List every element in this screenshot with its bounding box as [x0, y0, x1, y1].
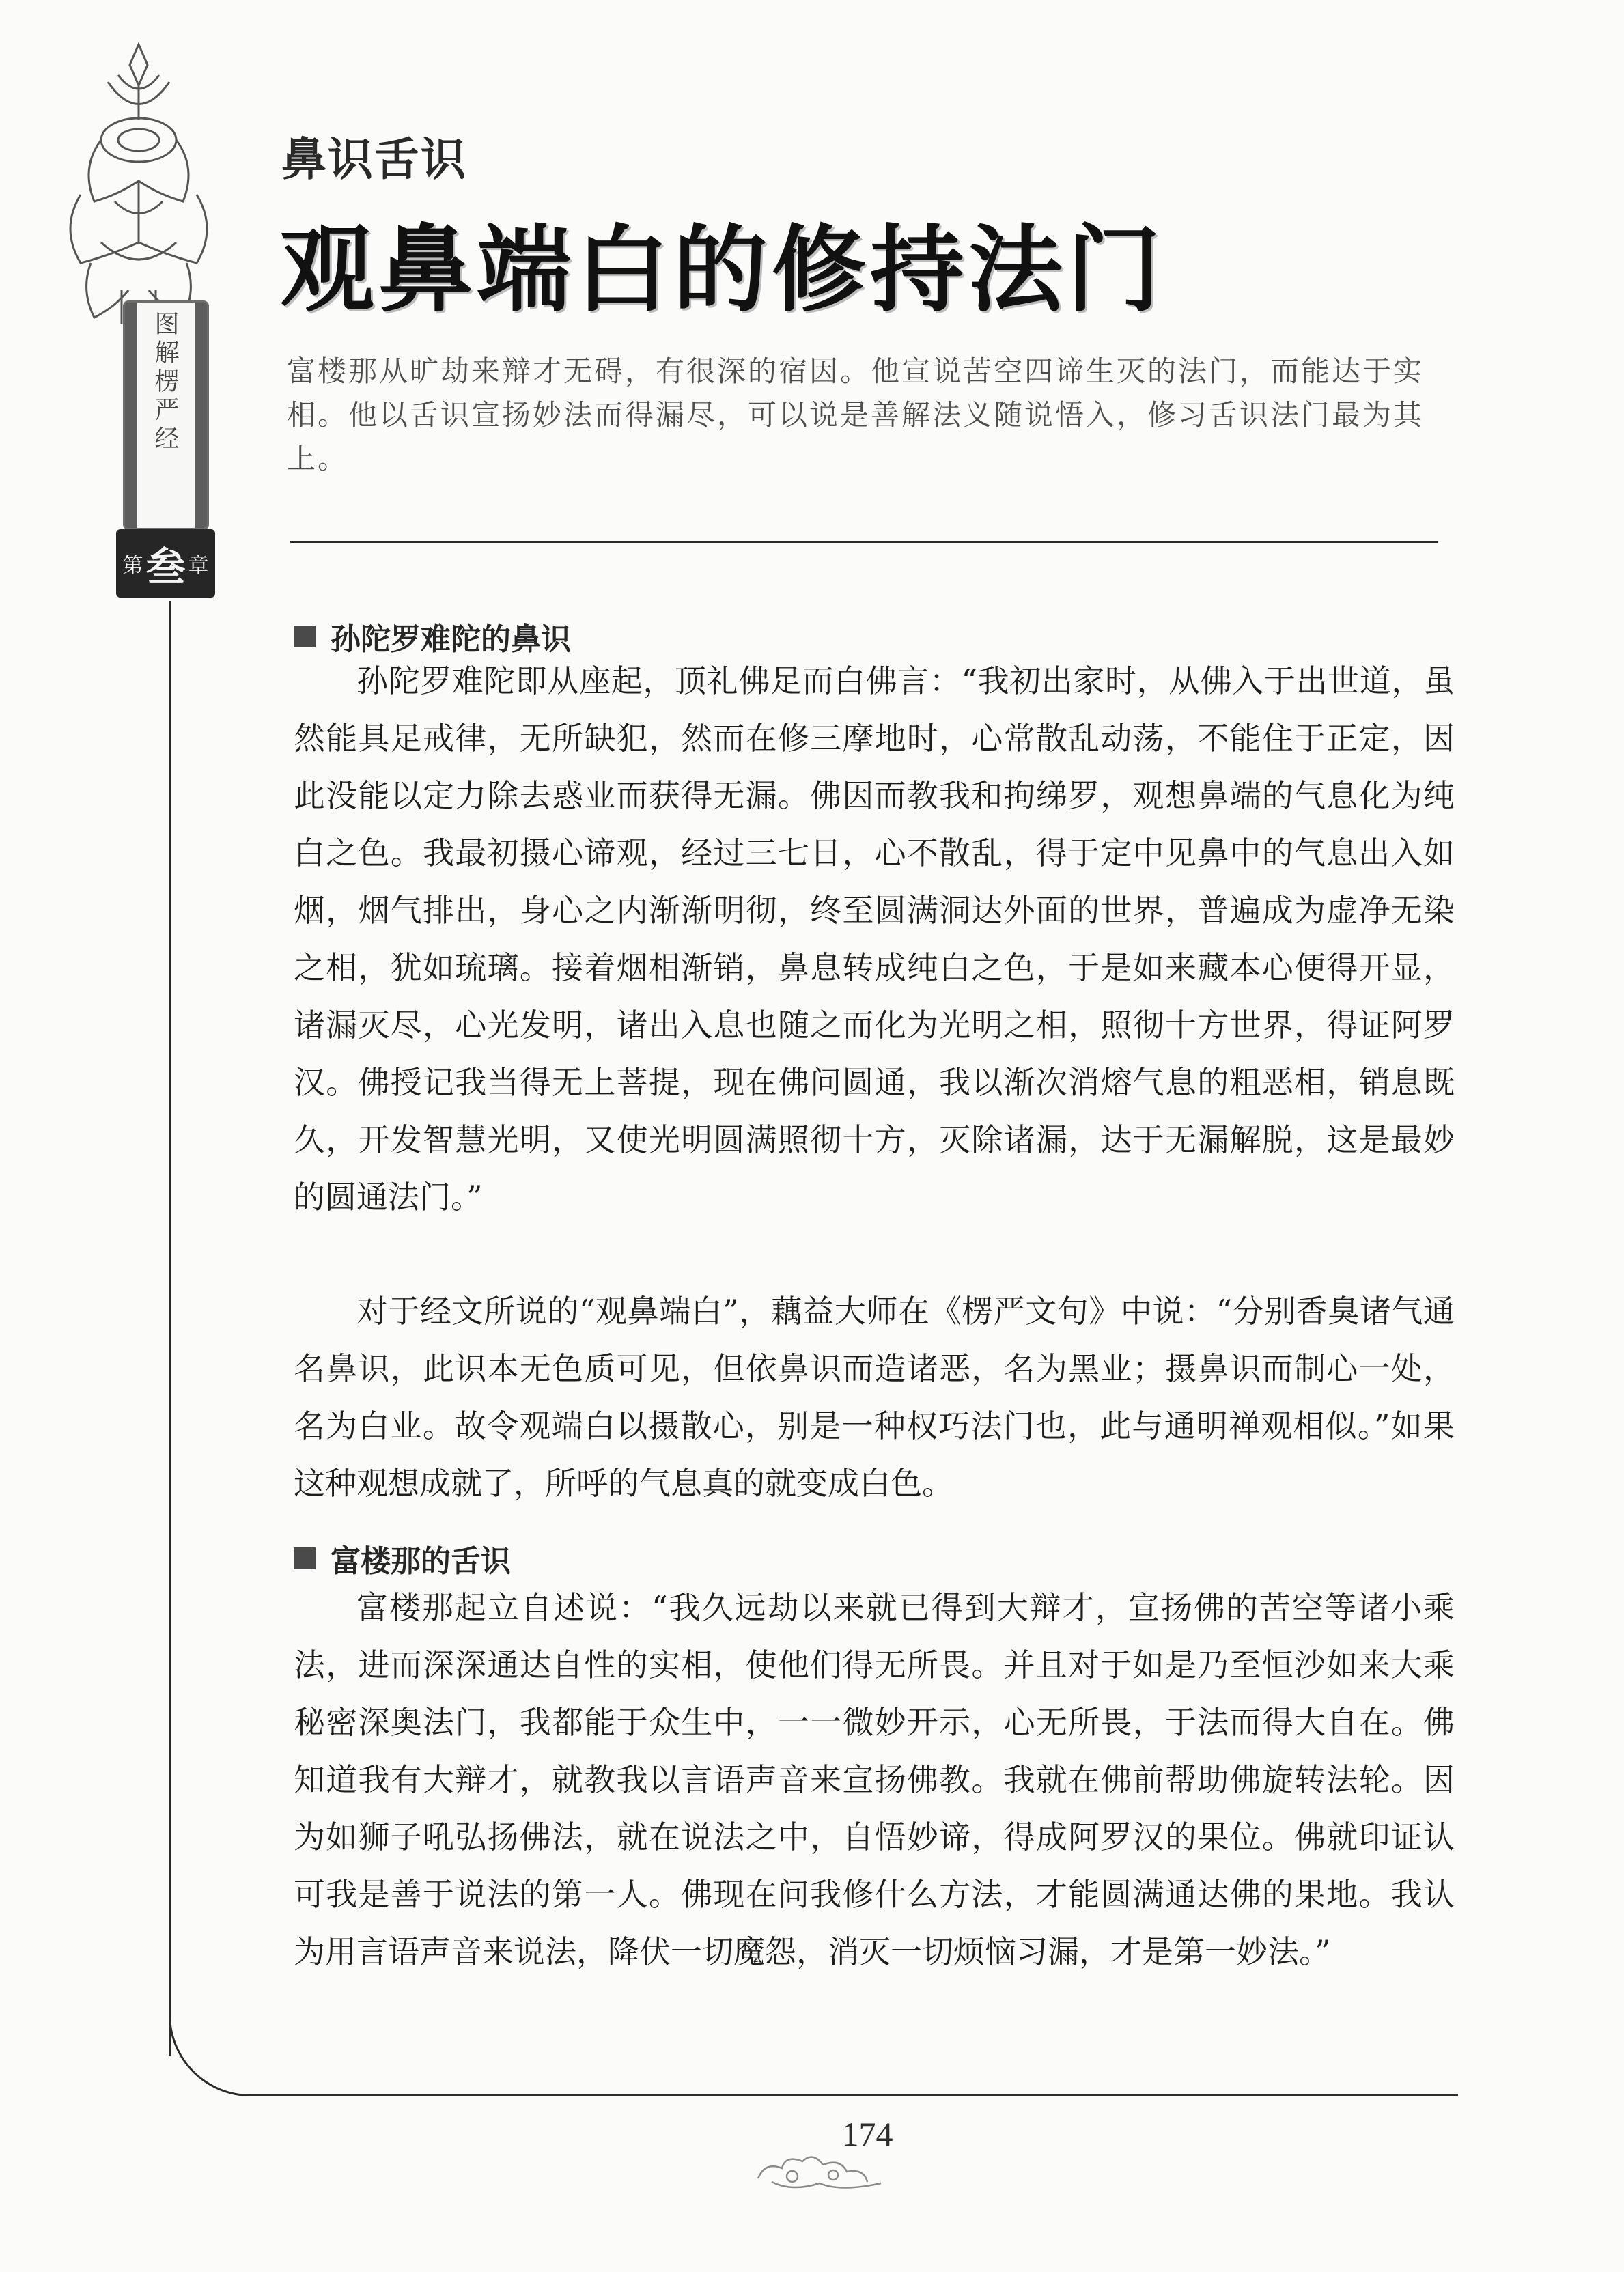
frame-rule-vertical — [169, 601, 171, 2056]
frame-rule-bottom — [287, 2094, 1458, 2096]
chapter-badge — [116, 529, 215, 598]
section-heading-text: 富楼那的舌识 — [331, 1544, 511, 1579]
page-title: 观鼻端白的修持法门 — [280, 215, 1166, 325]
chapter-suffix: 章 — [188, 554, 209, 578]
intro-paragraph: 富楼那从旷劫来辩才无碍，有很深的宿因。他宣说苦空四谛生灭的法门，而能达于实相。他以舌识宣扬妙法而得漏尽，可以说是善解法义随说悟入，修习舌识法门最为其上。 — [287, 354, 1425, 475]
chapter-prefix: 第 — [122, 554, 143, 578]
frame-corner — [169, 1994, 292, 2096]
book-title: 图解楞严经 — [151, 311, 179, 454]
chapter-number: 叁 — [145, 544, 186, 590]
body-paragraph: 对于经文所说的“观鼻端白”，藕益大师在《楞严文句》中说：“分别香臭诸气通名鼻识，此识本无色质可见，但依鼻识而造诸恶，名为黑业；摄鼻识而制心一处，名为白业。故令观端白以摄散心，别是一种权巧法门也，此与通明禅观相似。”如果这种观想成就了，所呼的气息真的就变成白色。 — [294, 1293, 1455, 1502]
intro-divider — [290, 541, 1438, 543]
page-number: 174 — [841, 2115, 893, 2153]
cloud-ornament-icon — [744, 2141, 901, 2202]
body-paragraph: 富楼那起立自述说：“我久远劫以来就已得到大辩才，宣扬佛的苦空等诸小乘法，进而深深通达自性的实相，使他们得无所畏。并且对于如是乃至恒沙如来大乘秘密深奥法门，我都能于众生中，一一微妙开示，心无所畏，于法而得大自在。佛知道我有大辩才，就教我以言语声音来宣扬佛教。我就在佛前帮助佛旋转法轮。因为如狮子吼弘扬佛法，就在说法之中，自悟妙谛，得成阿罗汉的果位。佛就印证认可我是善于说法的第一人。佛现在问我修什么方法，才能圆满通达佛的果地。我认为用言语声音来说法，降伏一切魔怨，消灭一切烦恼习漏，才是第一妙法。” — [294, 1589, 1455, 1970]
section-kicker: 鼻识舌识 — [281, 133, 467, 186]
section-heading — [294, 1537, 511, 1580]
bullet-square-icon — [294, 1547, 316, 1569]
body-paragraph: 孙陀罗难陀即从座起，顶礼佛足而白佛言：“我初出家时，从佛入于出世道，虽然能具足戒律，无所缺犯，然而在修三摩地时，心常散乱动荡，不能住于正定，因此没能以定力除去惑业而获得无漏。佛因而教我和拘绨罗，观想鼻端的气息化为纯白之色。我最初摄心谛观，经过三七日，心不散乱，得于定中见鼻中的气息出入如烟，烟气排出，身心之内渐渐明彻，终至圆满洞达外面的世界，普遍成为虚净无染之相，犹如琉璃。接着烟相渐销，鼻息转成纯白之色，于是如来藏本心便得开显，诸漏灭尽，心光发明，诸出入息也随之而化为光明之相，照彻十方世界，得证阿罗汉。佛授记我当得无上菩提，现在佛问圆通，我以渐次消熔气息的粗恶相，销息既久，开发智慧光明，又使光明圆满照彻十方，灭除诸漏，达于无漏解脱，这是最妙的圆通法门。” — [294, 662, 1455, 1216]
bullet-square-icon — [294, 626, 316, 647]
section-heading-text: 孙陀罗难陀的鼻识 — [331, 622, 571, 657]
